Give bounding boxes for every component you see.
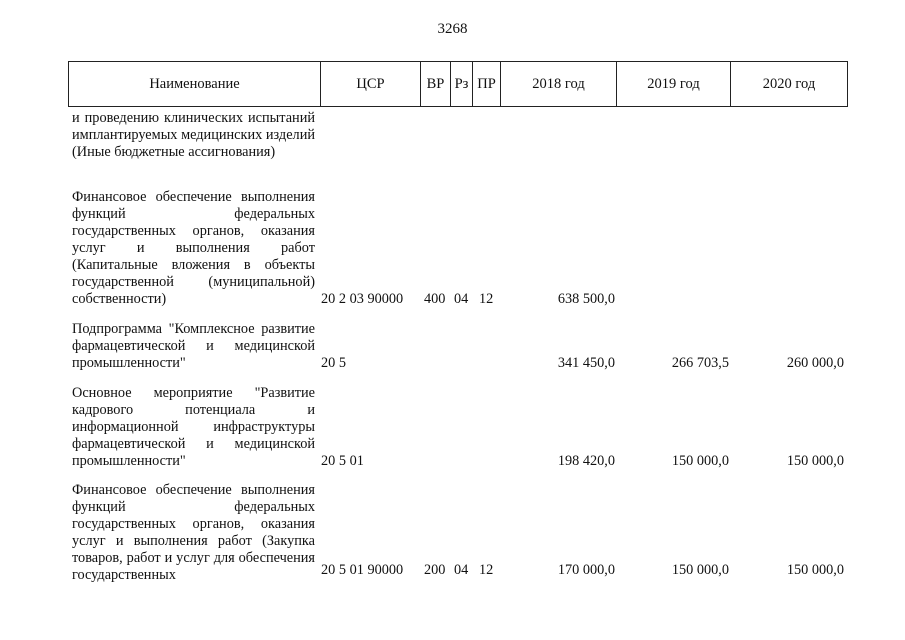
page-number: 3268 (437, 21, 468, 37)
row-name: Подпрограмма "Комплексное развитие фармацевтической и медицинской промышленности" (72, 321, 315, 371)
row-csr: 20 2 03 90000 (321, 291, 404, 307)
row-name: и проведению клинических испытаний имплантируемых медицинских изделий (Иные бюджетные ассигнования) (72, 110, 315, 160)
header-2018: 2018 год (501, 62, 617, 106)
row-rz: 04 (454, 291, 469, 307)
row-2020: 150 000,0 (786, 453, 844, 469)
row-name: Финансовое обеспечение выполнения функций федеральных государственных органов, оказания услуг и выполнения работ (Закупка товаров, работ и услуг для обеспечения государственных (72, 482, 315, 583)
row-2018: 198 420,0 (557, 453, 615, 469)
row-2018: 638 500,0 (557, 291, 615, 307)
header-2020: 2020 год (762, 76, 816, 92)
header-csr: ЦСР (321, 62, 421, 106)
row-2020: 150 000,0 (786, 562, 844, 578)
row-2019: 150 000,0 (671, 453, 729, 469)
row-2019: 150 000,0 (671, 562, 729, 578)
row-vr: 400 (424, 291, 446, 307)
table-header (68, 61, 848, 107)
header-vr: ВР (421, 62, 451, 106)
row-pr: 12 (479, 562, 494, 578)
header-pr: ПР (473, 62, 501, 106)
header-name: Наименование (69, 62, 321, 106)
row-csr: 20 5 01 90000 (321, 562, 404, 578)
row-name: Основное мероприятие "Развитие кадрового потенциала и информационной инфраструктуры фармацевтической и медицинской промышленности" (72, 385, 315, 469)
row-csr: 20 5 (321, 355, 347, 371)
header-rz: Рз (451, 62, 473, 106)
row-rz: 04 (454, 562, 469, 578)
row-2020: 260 000,0 (786, 355, 844, 371)
row-2018: 170 000,0 (557, 562, 615, 578)
row-vr: 200 (424, 562, 446, 578)
row-csr: 20 5 01 (321, 453, 364, 469)
header-2019: 2019 год (617, 62, 731, 106)
row-name: Финансовое обеспечение выполнения функций федеральных государственных органов, оказания услуг и выполнения работ (Капитальные вложения в объекты государственной (муниципальной) собственности) (72, 189, 315, 307)
row-2019: 266 703,5 (671, 355, 729, 371)
row-pr: 12 (479, 291, 494, 307)
row-2018: 341 450,0 (557, 355, 615, 371)
